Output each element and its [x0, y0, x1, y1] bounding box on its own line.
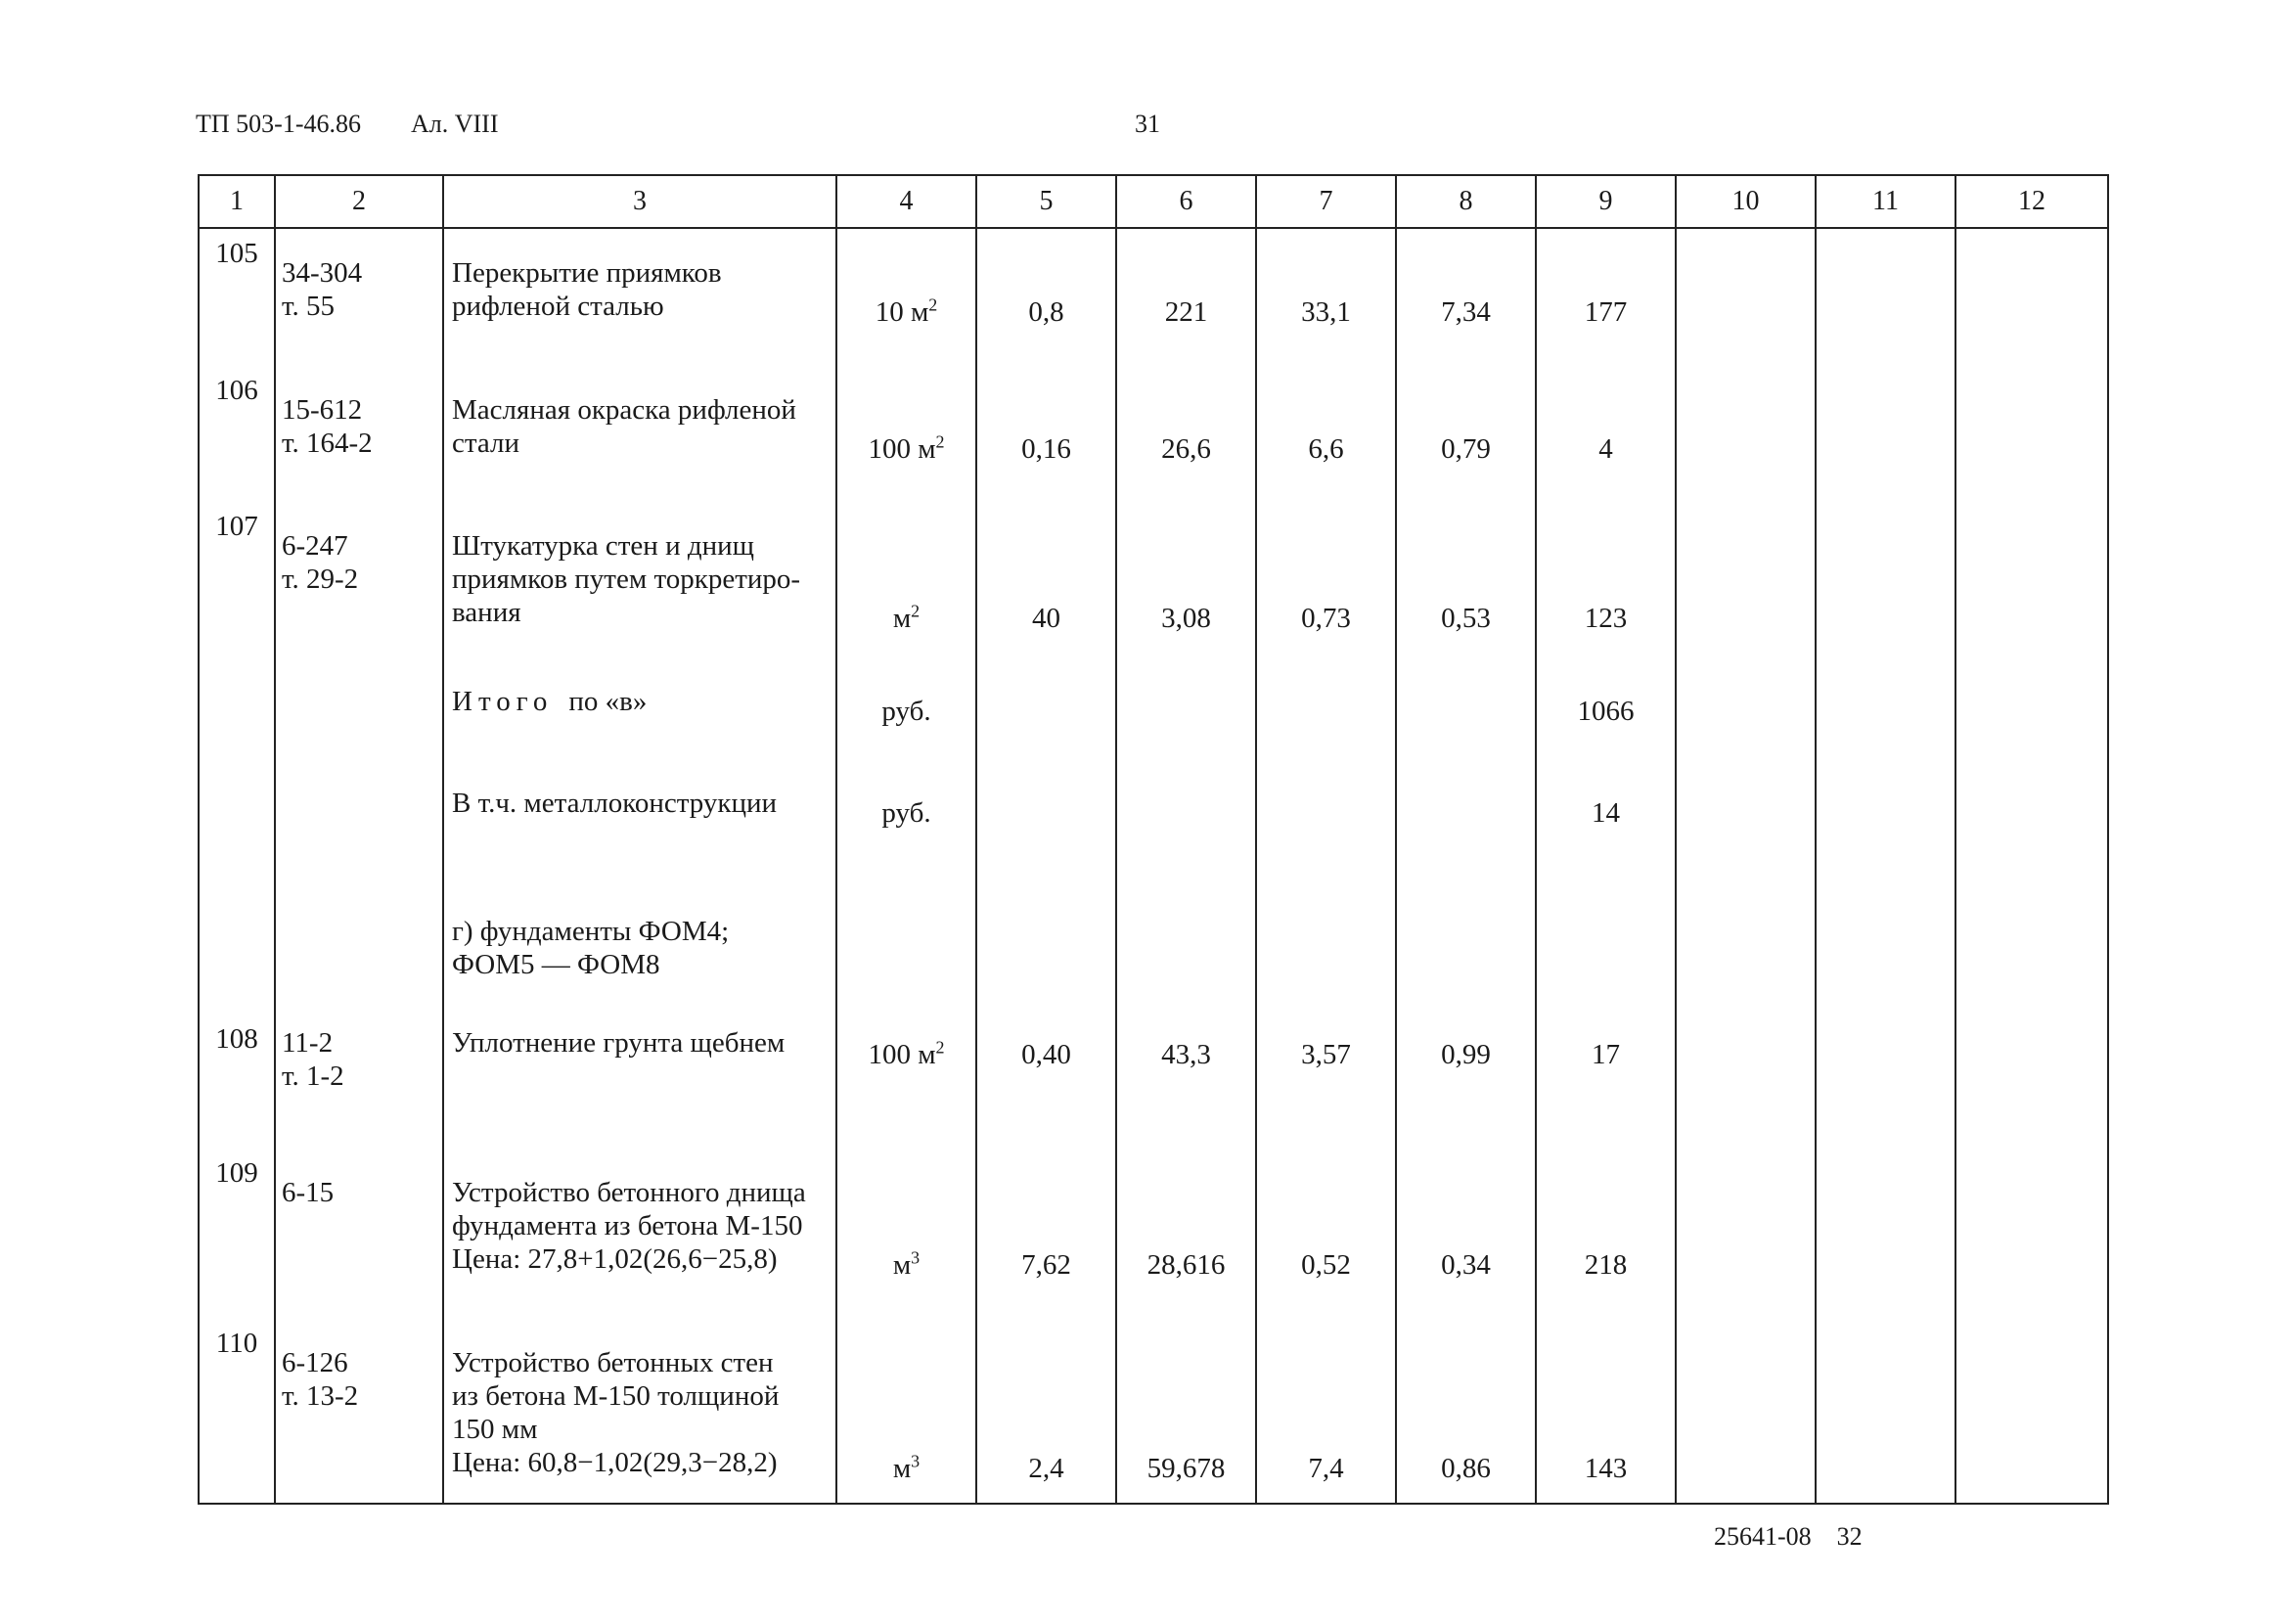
work-name-line: из бетона М-150 толщиной: [452, 1379, 780, 1412]
value-cell-c9: [1536, 775, 1676, 877]
album-number: Ал. VIII: [411, 110, 499, 138]
value-c7: 7,4: [1308, 1452, 1344, 1484]
value-cell-c5: [976, 502, 1116, 672]
footer-doc-id: 25641-08: [1714, 1522, 1812, 1551]
work-name-line: Итого: [452, 685, 554, 717]
unit-exponent: 3: [911, 1451, 921, 1471]
column-header: 3: [443, 175, 836, 228]
value-cell-c8: [1396, 775, 1536, 877]
unit-exponent: 2: [911, 601, 921, 621]
value-cell-c9: [1536, 1015, 1676, 1149]
work-name-line: вания: [452, 597, 521, 629]
table-row: [199, 1015, 2108, 1149]
value-c7: 0,73: [1301, 603, 1351, 635]
work-name-cell: [443, 876, 836, 1014]
row-number: 110: [215, 1327, 258, 1359]
value-cell-c6: [1116, 228, 1256, 366]
value-c9: 17: [1592, 1038, 1620, 1070]
column-header: 12: [1955, 175, 2108, 228]
value-cell-c8: [1396, 673, 1536, 775]
value-c8: 0,34: [1441, 1248, 1491, 1281]
work-name-cell: [443, 673, 836, 775]
empty-cell: [1676, 876, 1816, 1014]
value-cell-c7: [1256, 1015, 1396, 1149]
rate-code-line: 34-304: [282, 257, 363, 289]
row-number-cell: [199, 1319, 275, 1504]
value-c8: 0,99: [1441, 1038, 1491, 1070]
rate-code-line: т. 164-2: [282, 428, 373, 460]
value-cell-c6: [1116, 502, 1256, 672]
empty-cell: [1676, 228, 1816, 366]
unit-exponent: 3: [911, 1246, 921, 1267]
unit-cell: [836, 1319, 976, 1504]
rate-code-cell: [275, 1319, 443, 1504]
work-name-line: стали: [452, 428, 520, 460]
value-c6: 43,3: [1161, 1038, 1211, 1070]
column-header: 8: [1396, 175, 1536, 228]
empty-cell: [1816, 876, 1955, 1014]
value-cell-c7: [1256, 1149, 1396, 1319]
row-number: 106: [215, 375, 258, 407]
value-c9: 218: [1584, 1248, 1628, 1281]
table-row: [199, 775, 2108, 877]
table-row: [199, 876, 2108, 1014]
column-header: 6: [1116, 175, 1256, 228]
value-cell-c5: [976, 876, 1116, 1014]
unit-text: м: [892, 603, 912, 635]
value-cell-c8: [1396, 502, 1536, 672]
unit-cell: [836, 775, 976, 877]
column-header: 1: [199, 175, 275, 228]
value-cell-c6: [1116, 366, 1256, 502]
work-name-line: Устройство бетонного днища: [452, 1176, 806, 1208]
value-cell-c7: [1256, 1319, 1396, 1504]
rate-code-line: т. 1-2: [282, 1060, 344, 1092]
value-c8: 0,86: [1441, 1452, 1491, 1484]
unit-text: руб.: [881, 796, 931, 829]
empty-cell: [1676, 775, 1816, 877]
value-c5: 0,8: [1028, 296, 1064, 328]
page-number: 31: [1135, 110, 1160, 138]
value-cell-c6: [1116, 1015, 1256, 1149]
unit-text: руб.: [881, 695, 931, 727]
unit-exponent: 2: [928, 294, 938, 315]
value-c7: 6,6: [1308, 433, 1344, 466]
value-c5: 2,4: [1028, 1452, 1064, 1484]
table-row: [199, 1319, 2108, 1504]
work-name-line: по «в»: [568, 685, 648, 717]
empty-cell: [1676, 366, 1816, 502]
footer-page: 32: [1836, 1522, 1863, 1551]
unit-cell: [836, 1015, 976, 1149]
value-c9: 14: [1592, 796, 1620, 829]
table-row: [199, 673, 2108, 775]
row-number: 105: [215, 238, 258, 269]
table-row: [199, 502, 2108, 672]
rate-code-line: 6-247: [282, 530, 348, 563]
rate-code-line: т. 13-2: [282, 1379, 359, 1412]
value-cell-c6: [1116, 876, 1256, 1014]
work-name-line: Масляная окраска рифленой: [452, 394, 796, 427]
value-cell-c5: [976, 1149, 1116, 1319]
rate-code-cell: [275, 673, 443, 775]
work-name-line: Цена: 60,8−1,02(29,3−28,2): [452, 1446, 778, 1478]
value-cell-c5: [976, 366, 1116, 502]
unit-cell: [836, 876, 976, 1014]
work-name-line: рифленой сталью: [452, 291, 664, 322]
unit-text: 10 м: [875, 296, 929, 328]
row-number-cell: [199, 1015, 275, 1149]
empty-cell: [1955, 876, 2108, 1014]
work-name-line: Цена: 27,8+1,02(26,6−25,8): [452, 1242, 778, 1275]
value-c5: 0,16: [1021, 433, 1071, 466]
rate-code-cell: [275, 228, 443, 366]
value-c5: 40: [1032, 603, 1060, 635]
rate-code-line: т. 29-2: [282, 564, 359, 596]
row-number: 107: [215, 511, 258, 543]
empty-cell: [1816, 673, 1955, 775]
value-cell-c9: [1536, 502, 1676, 672]
rate-code-cell: [275, 775, 443, 877]
work-name-cell: [443, 366, 836, 502]
value-cell-c8: [1396, 1319, 1536, 1504]
unit-cell: [836, 502, 976, 672]
unit-exponent: 2: [935, 1036, 945, 1057]
empty-cell: [1816, 1149, 1955, 1319]
unit-text: 100 м: [868, 433, 936, 466]
empty-cell: [1955, 228, 2108, 366]
row-number-cell: [199, 366, 275, 502]
empty-cell: [1816, 775, 1955, 877]
unit-cell: [836, 673, 976, 775]
row-number-cell: [199, 775, 275, 877]
value-c7: 33,1: [1301, 296, 1351, 328]
rate-code-cell: [275, 876, 443, 1014]
row-number-cell: [199, 1149, 275, 1319]
rate-code-cell: [275, 366, 443, 502]
work-name-line: Уплотнение грунта щебнем: [452, 1026, 786, 1059]
work-name-line: 150 мм: [452, 1413, 538, 1445]
rate-code-cell: [275, 1149, 443, 1319]
value-cell-c8: [1396, 876, 1536, 1014]
value-cell-c5: [976, 228, 1116, 366]
empty-cell: [1955, 673, 2108, 775]
value-cell-c6: [1116, 1149, 1256, 1319]
column-header: 5: [976, 175, 1116, 228]
estimate-table: [198, 174, 2109, 1505]
document-code: ТП 503-1-46.86: [196, 110, 361, 138]
column-header: 2: [275, 175, 443, 228]
rate-code-line: т. 55: [282, 291, 335, 322]
empty-cell: [1816, 502, 1955, 672]
value-cell-c9: [1536, 1149, 1676, 1319]
work-name-line: В т.ч. металлоконструкции: [452, 787, 778, 819]
work-name-line: ФОМ5 — ФОМ8: [452, 949, 660, 981]
table-row: [199, 228, 2108, 366]
value-cell-c7: [1256, 366, 1396, 502]
work-name-line: приямков путем торкретиро-: [452, 564, 801, 596]
unit-cell: [836, 1149, 976, 1319]
value-cell-c5: [976, 775, 1116, 877]
value-cell-c5: [976, 673, 1116, 775]
value-c6: 26,6: [1161, 433, 1211, 466]
table-row: [199, 1149, 2108, 1319]
work-name-cell: [443, 1015, 836, 1149]
value-c6: 28,616: [1146, 1248, 1226, 1281]
value-cell-c8: [1396, 228, 1536, 366]
unit-exponent: 2: [935, 431, 945, 452]
work-name-cell: [443, 228, 836, 366]
value-c6: 59,678: [1146, 1452, 1226, 1484]
empty-cell: [1816, 1015, 1955, 1149]
work-name-cell: [443, 1319, 836, 1504]
table-body: [199, 228, 2108, 1504]
value-cell-c7: [1256, 876, 1396, 1014]
value-c6: 221: [1164, 296, 1208, 328]
value-c7: 3,57: [1301, 1038, 1351, 1070]
empty-cell: [1676, 1319, 1816, 1504]
work-name-line: Штукатурка стен и днищ: [452, 530, 754, 563]
value-cell-c7: [1256, 502, 1396, 672]
work-name-line: Устройство бетонных стен: [452, 1346, 774, 1378]
value-c9: 123: [1584, 603, 1628, 635]
work-name-line: г) фундаменты ФОМ4;: [452, 916, 730, 948]
unit-text: м: [892, 1452, 912, 1484]
row-number: 108: [215, 1022, 258, 1055]
value-cell-c6: [1116, 673, 1256, 775]
value-c9: 143: [1584, 1452, 1628, 1484]
value-c8: 0,53: [1441, 603, 1491, 635]
work-name-cell: [443, 1149, 836, 1319]
empty-cell: [1955, 1149, 2108, 1319]
row-number-cell: [199, 502, 275, 672]
value-cell-c8: [1396, 1149, 1536, 1319]
unit-cell: [836, 366, 976, 502]
empty-cell: [1955, 1319, 2108, 1504]
value-cell-c6: [1116, 775, 1256, 877]
work-name-line: Перекрытие приямков: [452, 257, 722, 289]
column-header: 9: [1536, 175, 1676, 228]
empty-cell: [1816, 1319, 1955, 1504]
unit-text: м: [892, 1248, 912, 1281]
empty-cell: [1816, 366, 1955, 502]
work-name-line: фундамента из бетона М-150: [452, 1209, 803, 1241]
value-c9: 1066: [1577, 695, 1635, 727]
value-cell-c7: [1256, 228, 1396, 366]
value-cell-c9: [1536, 1319, 1676, 1504]
rate-code-line: 6-126: [282, 1346, 348, 1378]
row-number-cell: [199, 673, 275, 775]
empty-cell: [1676, 502, 1816, 672]
rate-code-cell: [275, 1015, 443, 1149]
value-cell-c5: [976, 1319, 1116, 1504]
value-cell-c7: [1256, 673, 1396, 775]
rate-code-cell: [275, 502, 443, 672]
value-c7: 0,52: [1301, 1248, 1351, 1281]
value-c8: 7,34: [1441, 296, 1491, 328]
unit-cell: [836, 228, 976, 366]
value-cell-c9: [1536, 228, 1676, 366]
value-cell-c8: [1396, 366, 1536, 502]
empty-cell: [1676, 673, 1816, 775]
row-number-cell: [199, 228, 275, 366]
row-number-cell: [199, 876, 275, 1014]
rate-code-line: 11-2: [282, 1026, 334, 1059]
empty-cell: [1676, 1015, 1816, 1149]
value-cell-c9: [1536, 673, 1676, 775]
value-c8: 0,79: [1441, 433, 1491, 466]
value-c9: 4: [1598, 433, 1613, 466]
value-cell-c9: [1536, 876, 1676, 1014]
work-name-cell: [443, 502, 836, 672]
value-cell-c7: [1256, 775, 1396, 877]
value-c6: 3,08: [1161, 603, 1211, 635]
rate-code-line: 6-15: [282, 1176, 335, 1208]
empty-cell: [1955, 502, 2108, 672]
column-header: 10: [1676, 175, 1816, 228]
empty-cell: [1816, 228, 1955, 366]
empty-cell: [1676, 1149, 1816, 1319]
table-row: [199, 366, 2108, 502]
value-cell-c5: [976, 1015, 1116, 1149]
column-header: 11: [1816, 175, 1955, 228]
column-header: 4: [836, 175, 976, 228]
value-c5: 7,62: [1021, 1248, 1071, 1281]
value-c5: 0,40: [1021, 1038, 1071, 1070]
empty-cell: [1955, 1015, 2108, 1149]
column-header: 7: [1256, 175, 1396, 228]
rate-code-line: 15-612: [282, 394, 363, 427]
value-c9: 177: [1584, 296, 1628, 328]
value-cell-c9: [1536, 366, 1676, 502]
work-name-cell: [443, 775, 836, 877]
value-cell-c6: [1116, 1319, 1256, 1504]
empty-cell: [1955, 366, 2108, 502]
unit-text: 100 м: [868, 1038, 936, 1070]
value-cell-c8: [1396, 1015, 1536, 1149]
empty-cell: [1955, 775, 2108, 877]
footer: [1714, 1522, 1863, 1552]
row-number: 109: [215, 1156, 258, 1189]
column-header-row: [199, 175, 2108, 228]
